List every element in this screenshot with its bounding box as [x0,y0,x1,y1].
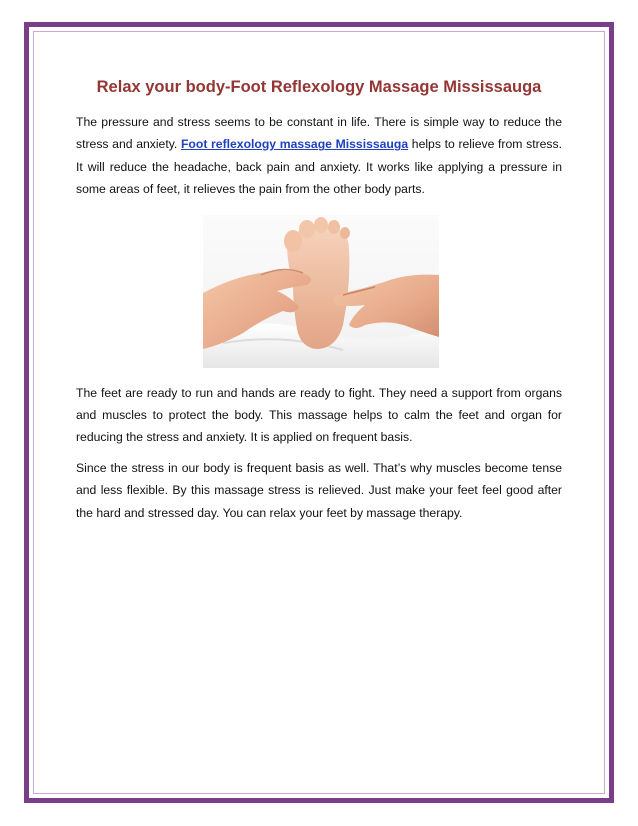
intro-paragraph [76,111,562,201]
intro-text-start: The pressure and stress seems to be constant in life. There is simple way to reduce the stress and anxiety. [76,115,562,152]
hands-massaging-foot-icon [203,215,439,368]
foot-reflexology-link[interactable]: Foot reflexology massage Mississauga [180,137,409,152]
intro-text-end: helps to relieve from stress. It will reduce the headache, back pain and anxiety. It works like applying a pressure in some areas of feet, it relieves the pain from the other body parts. [76,137,562,197]
document-body [76,78,562,532]
foot-massage-photo [203,215,439,368]
feet-support-paragraph: The feet are ready to run and hands are ready to fight. They need a support from organs and muscles to protect the body. This massage helps to calm the feet and organ for reducing the stress and anxiety. It is applied on frequent basis. [76,385,562,445]
page-title: Relax your body-Foot Reflexology Massage Mississauga [96,78,542,96]
stress-relief-paragraph: Since the stress in our body is frequent basis as well. That’s why muscles become tense and less flexible. By this massage stress is relieved. Just make your feet feel good after the hard and stressed day. You can relax your feet by massage therapy. [76,460,562,520]
